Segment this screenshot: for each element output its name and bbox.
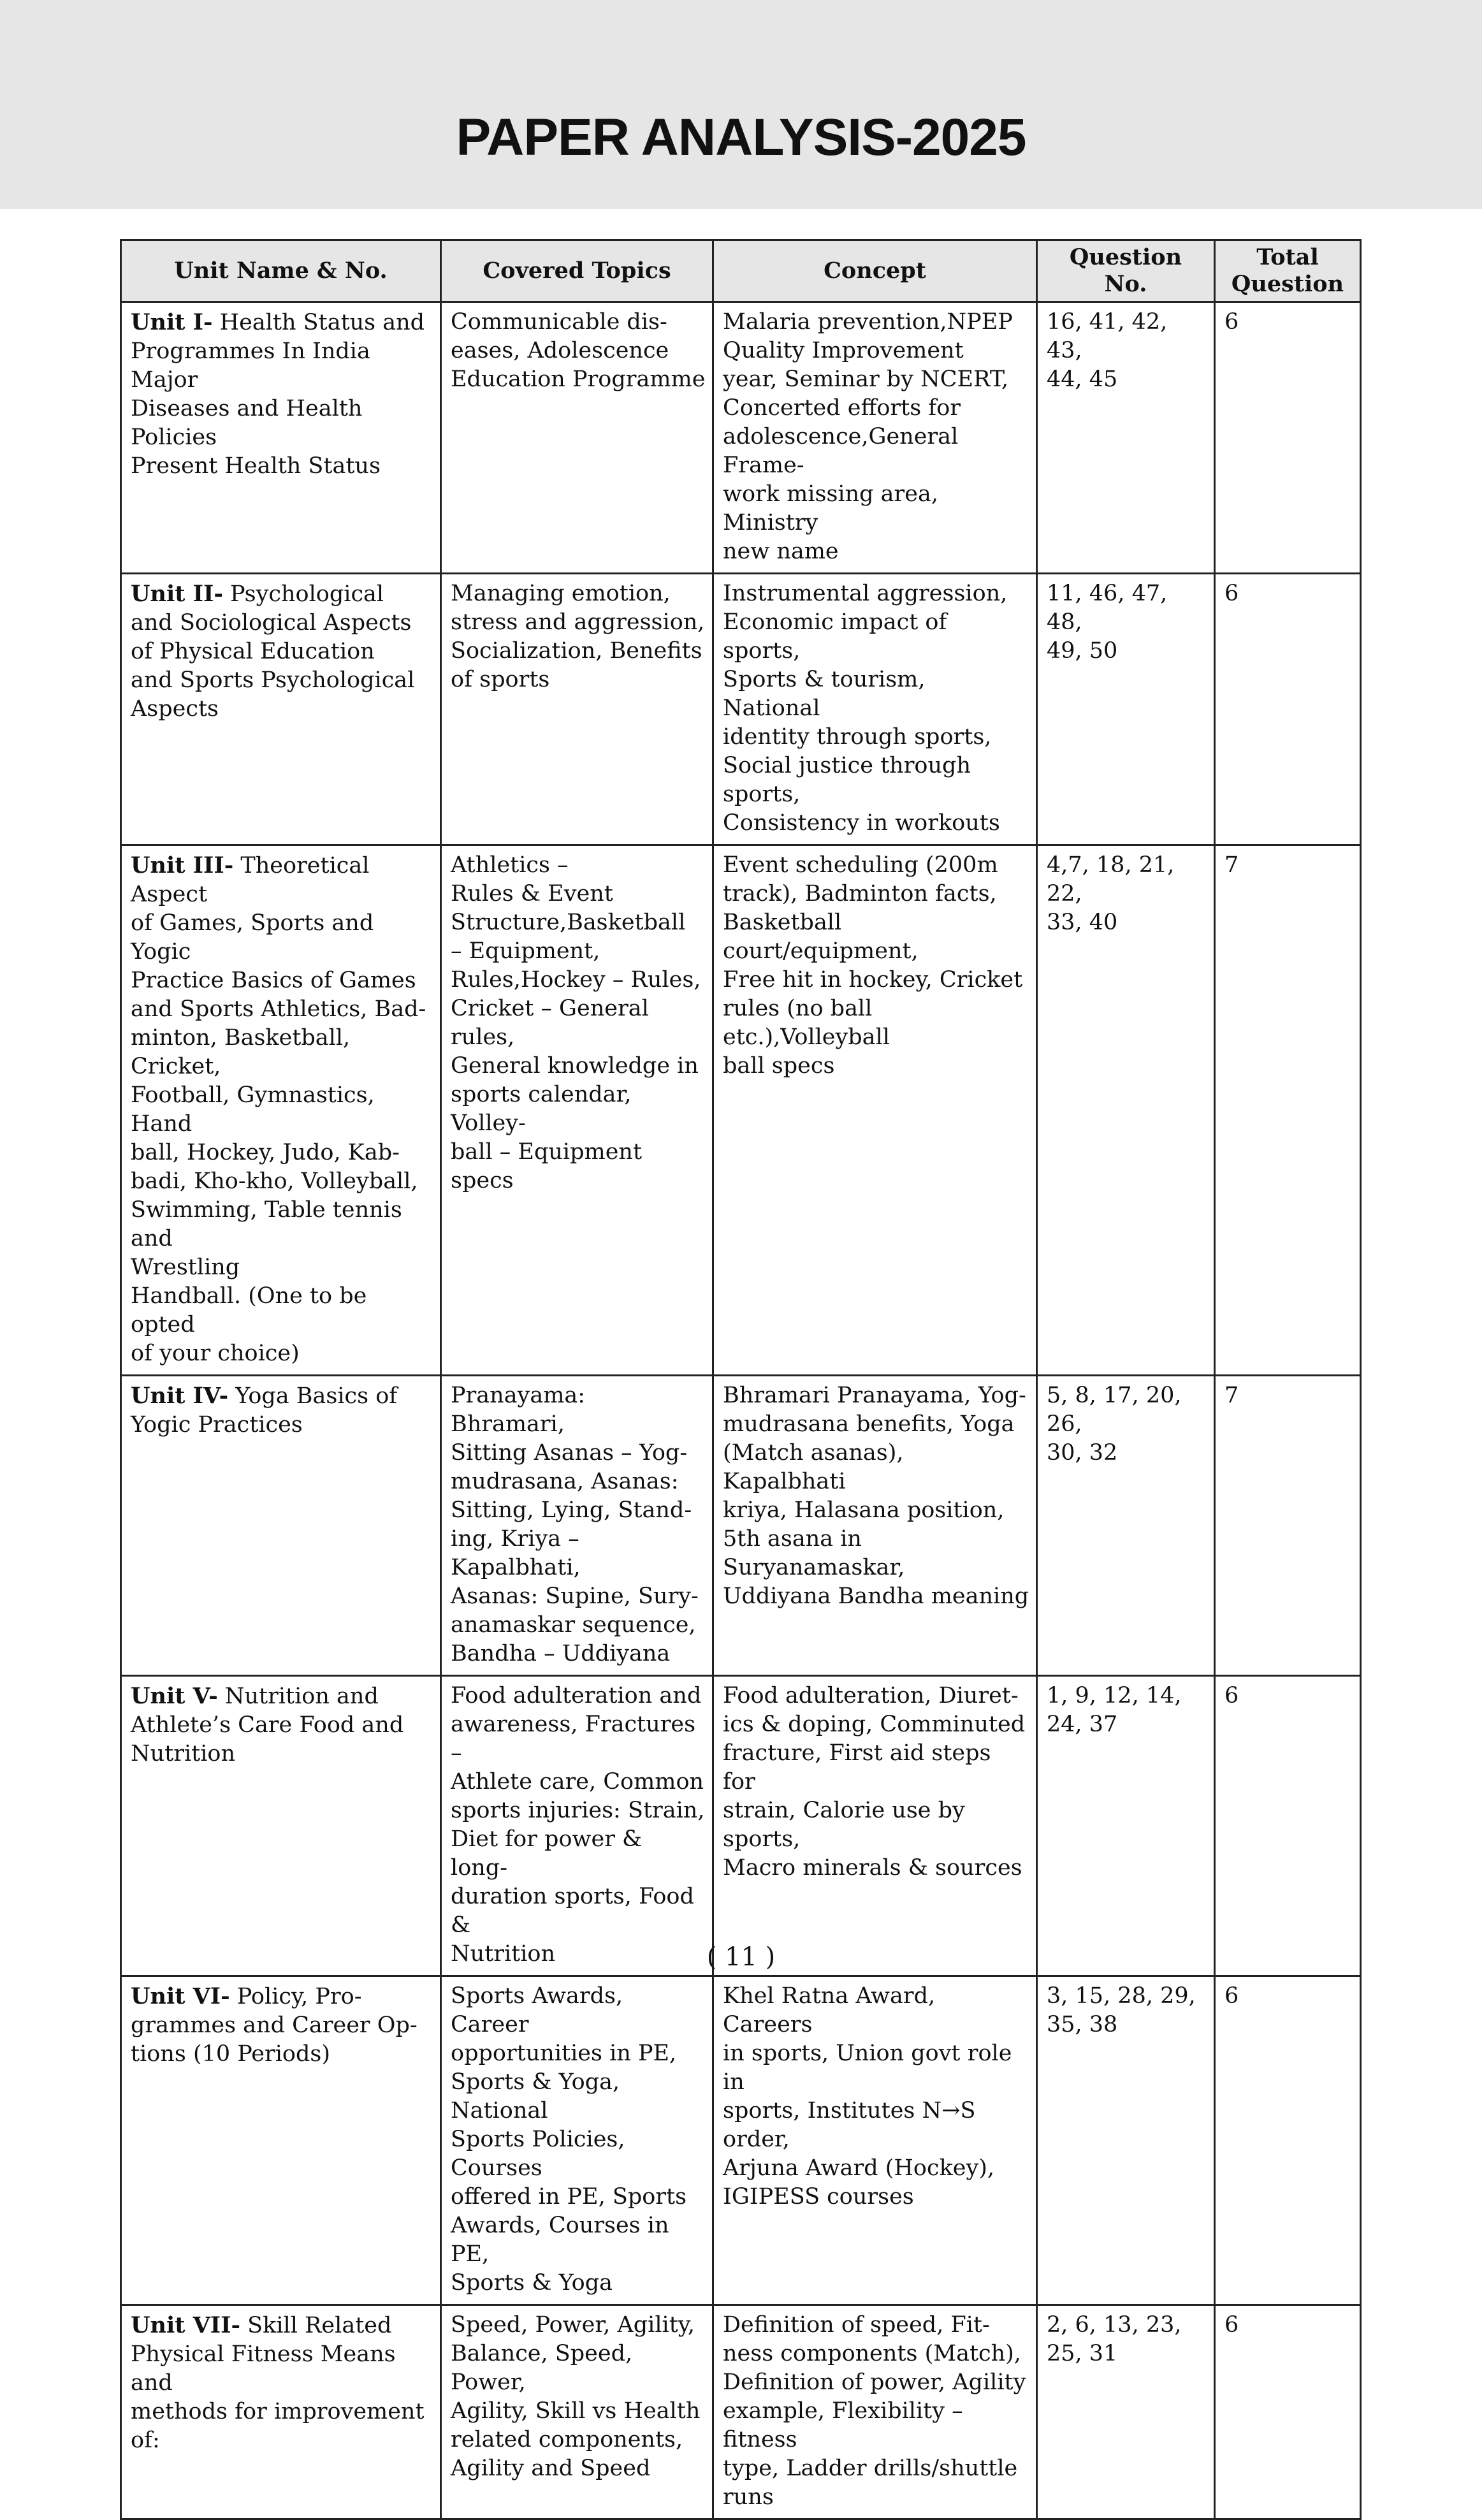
page-number: ( 11 ) — [706, 1942, 776, 1972]
total-cell: 7 — [1215, 845, 1361, 1376]
concept-cell: Definition of speed, Fit- ness components (Match), Definition of power, Agility example, Flexibility – fitness type, Ladder drills/shuttle runs — [713, 2305, 1037, 2519]
unit-cell — [121, 302, 441, 574]
concept-cell: Malaria prevention,NPEP Quality Improvement year, Seminar by NCERT, Concerted efforts for adolescence,General Frame- work missing area, Ministry new name — [713, 302, 1037, 574]
topics-cell: Speed, Power, Agility, Balance, Speed, Power, Agility, Skill vs Health related components, Agility and Speed — [441, 2305, 713, 2519]
unit-name: Nutrition and Athlete’s Care Food and Nutrition — [131, 1684, 404, 1766]
topics-cell: Pranayama: Bhramari, Sitting Asanas – Yog- mudrasana, Asanas: Sitting, Lying, Stand- ing, Kriya – Kapalbhati, Asanas: Supine, Sury- anamaskar sequence, Bandha – Uddiyana — [441, 1376, 713, 1676]
unit-cell — [121, 574, 441, 845]
concept-cell: Food adulteration, Diuret- ics & doping, Comminuted fracture, First aid steps for strain, Calorie use by sports, Macro minerals & sources — [713, 1676, 1037, 1976]
total-cell: 6 — [1215, 1676, 1361, 1976]
unit-cell — [121, 845, 441, 1376]
table-row — [121, 845, 1361, 1376]
unit-cell — [121, 1376, 441, 1676]
header-band — [0, 0, 1482, 209]
question-no-cell: 11, 46, 47, 48, 49, 50 — [1037, 574, 1215, 845]
header-question-no: Question No. — [1037, 240, 1215, 302]
concept-cell: Instrumental aggression, Economic impact of sports, Sports & tourism, National identity through sports, Social justice through sports, Consistency in workouts — [713, 574, 1037, 845]
unit-number: Unit IV- — [131, 1383, 229, 1409]
table-row — [121, 1676, 1361, 1976]
unit-cell — [121, 1676, 441, 1976]
unit-number: Unit V- — [131, 1683, 218, 1709]
total-cell: 6 — [1215, 2305, 1361, 2519]
header-concept: Concept — [713, 240, 1037, 302]
total-cell: 6 — [1215, 1976, 1361, 2305]
table-row — [121, 574, 1361, 845]
unit-number: Unit VII- — [131, 2312, 241, 2338]
table-row — [121, 1976, 1361, 2305]
total-cell: 6 — [1215, 302, 1361, 574]
question-no-cell: 1, 9, 12, 14, 24, 37 — [1037, 1676, 1215, 1976]
concept-cell: Event scheduling (200m track), Badminton facts, Basketball court/equipment, Free hit in hockey, Cricket rules (no ball etc.),Volleyball ball specs — [713, 845, 1037, 1376]
topics-cell: Food adulteration and awareness, Fractures – Athlete care, Common sports injuries: Strain, Diet for power & long- duration sports, Food & Nutrition — [441, 1676, 713, 1976]
topics-cell: Athletics – Rules & Event Structure,Basketball – Equipment, Rules,Hockey – Rules, Cricket – General rules, General knowledge in sports calendar, Volley- ball – Equipment specs — [441, 845, 713, 1376]
unit-name: Skill Related Physical Fitness Means and methods for improvement of: — [131, 2313, 425, 2453]
unit-cell — [121, 2305, 441, 2519]
topics-cell: Communicable dis- eases, Adolescence Education Programme — [441, 302, 713, 574]
table-row — [121, 1376, 1361, 1676]
header-total: Total Question — [1215, 240, 1361, 302]
topics-cell: Managing emotion, stress and aggression, Socialization, Benefits of sports — [441, 574, 713, 845]
question-no-cell: 4,7, 18, 21, 22, 33, 40 — [1037, 845, 1215, 1376]
concept-cell: Bhramari Pranayama, Yog- mudrasana benefits, Yoga (Match asanas), Kapalbhati kriya, Halasana position, 5th asana in Suryanamaskar, Uddiyana Bandha meaning — [713, 1376, 1037, 1676]
question-no-cell: 3, 15, 28, 29, 35, 38 — [1037, 1976, 1215, 2305]
table-row — [121, 2305, 1361, 2519]
question-no-cell: 5, 8, 17, 20, 26, 30, 32 — [1037, 1376, 1215, 1676]
question-no-cell: 16, 41, 42, 43, 44, 45 — [1037, 302, 1215, 574]
unit-name: Yoga Basics of Yogic Practices — [131, 1383, 398, 1438]
unit-cell — [121, 1976, 441, 2305]
total-cell: 6 — [1215, 574, 1361, 845]
page-title: PAPER ANALYSIS-2025 — [456, 108, 1026, 166]
unit-name: Psychological and Sociological Aspects of Physical Education and Sports Psychological Aspects — [131, 581, 415, 722]
header-unit: Unit Name & No. — [121, 240, 441, 302]
total-cell: 7 — [1215, 1376, 1361, 1676]
table-header-row — [121, 240, 1361, 302]
unit-name: Theoretical Aspect of Games, Sports and Yogic Practice Basics of Games and Sports Athletics, Bad- minton, Basketball, Cricket, Football, Gymnastics, Hand ball, Hockey, Judo, Kab- badi, Kho-kho, Volleyball, Swimming, Table tennis and Wrestling Handball. (One to be opted of your choice) — [131, 853, 426, 1366]
concept-cell: Khel Ratna Award, Careers in sports, Union govt role in sports, Institutes N→S order, Arjuna Award (Hockey), IGIPESS courses — [713, 1976, 1037, 2305]
question-no-cell: 2, 6, 13, 23, 25, 31 — [1037, 2305, 1215, 2519]
unit-number: Unit VI- — [131, 1983, 230, 2009]
unit-name: Health Status and Programmes In India Major Diseases and Health Policies Present Health Status — [131, 310, 425, 479]
unit-number: Unit II- — [131, 581, 223, 607]
topics-cell: Sports Awards, Career opportunities in PE, Sports & Yoga, National Sports Policies, Courses offered in PE, Sports Awards, Courses in PE, Sports & Yoga — [441, 1976, 713, 2305]
unit-name: Policy, Pro- grammes and Career Op- tions (10 Periods) — [131, 1984, 418, 2067]
unit-number: Unit III- — [131, 852, 234, 878]
table-row — [121, 302, 1361, 574]
header-topics: Covered Topics — [441, 240, 713, 302]
paper-analysis-table — [120, 239, 1362, 2520]
unit-number: Unit I- — [131, 309, 213, 335]
